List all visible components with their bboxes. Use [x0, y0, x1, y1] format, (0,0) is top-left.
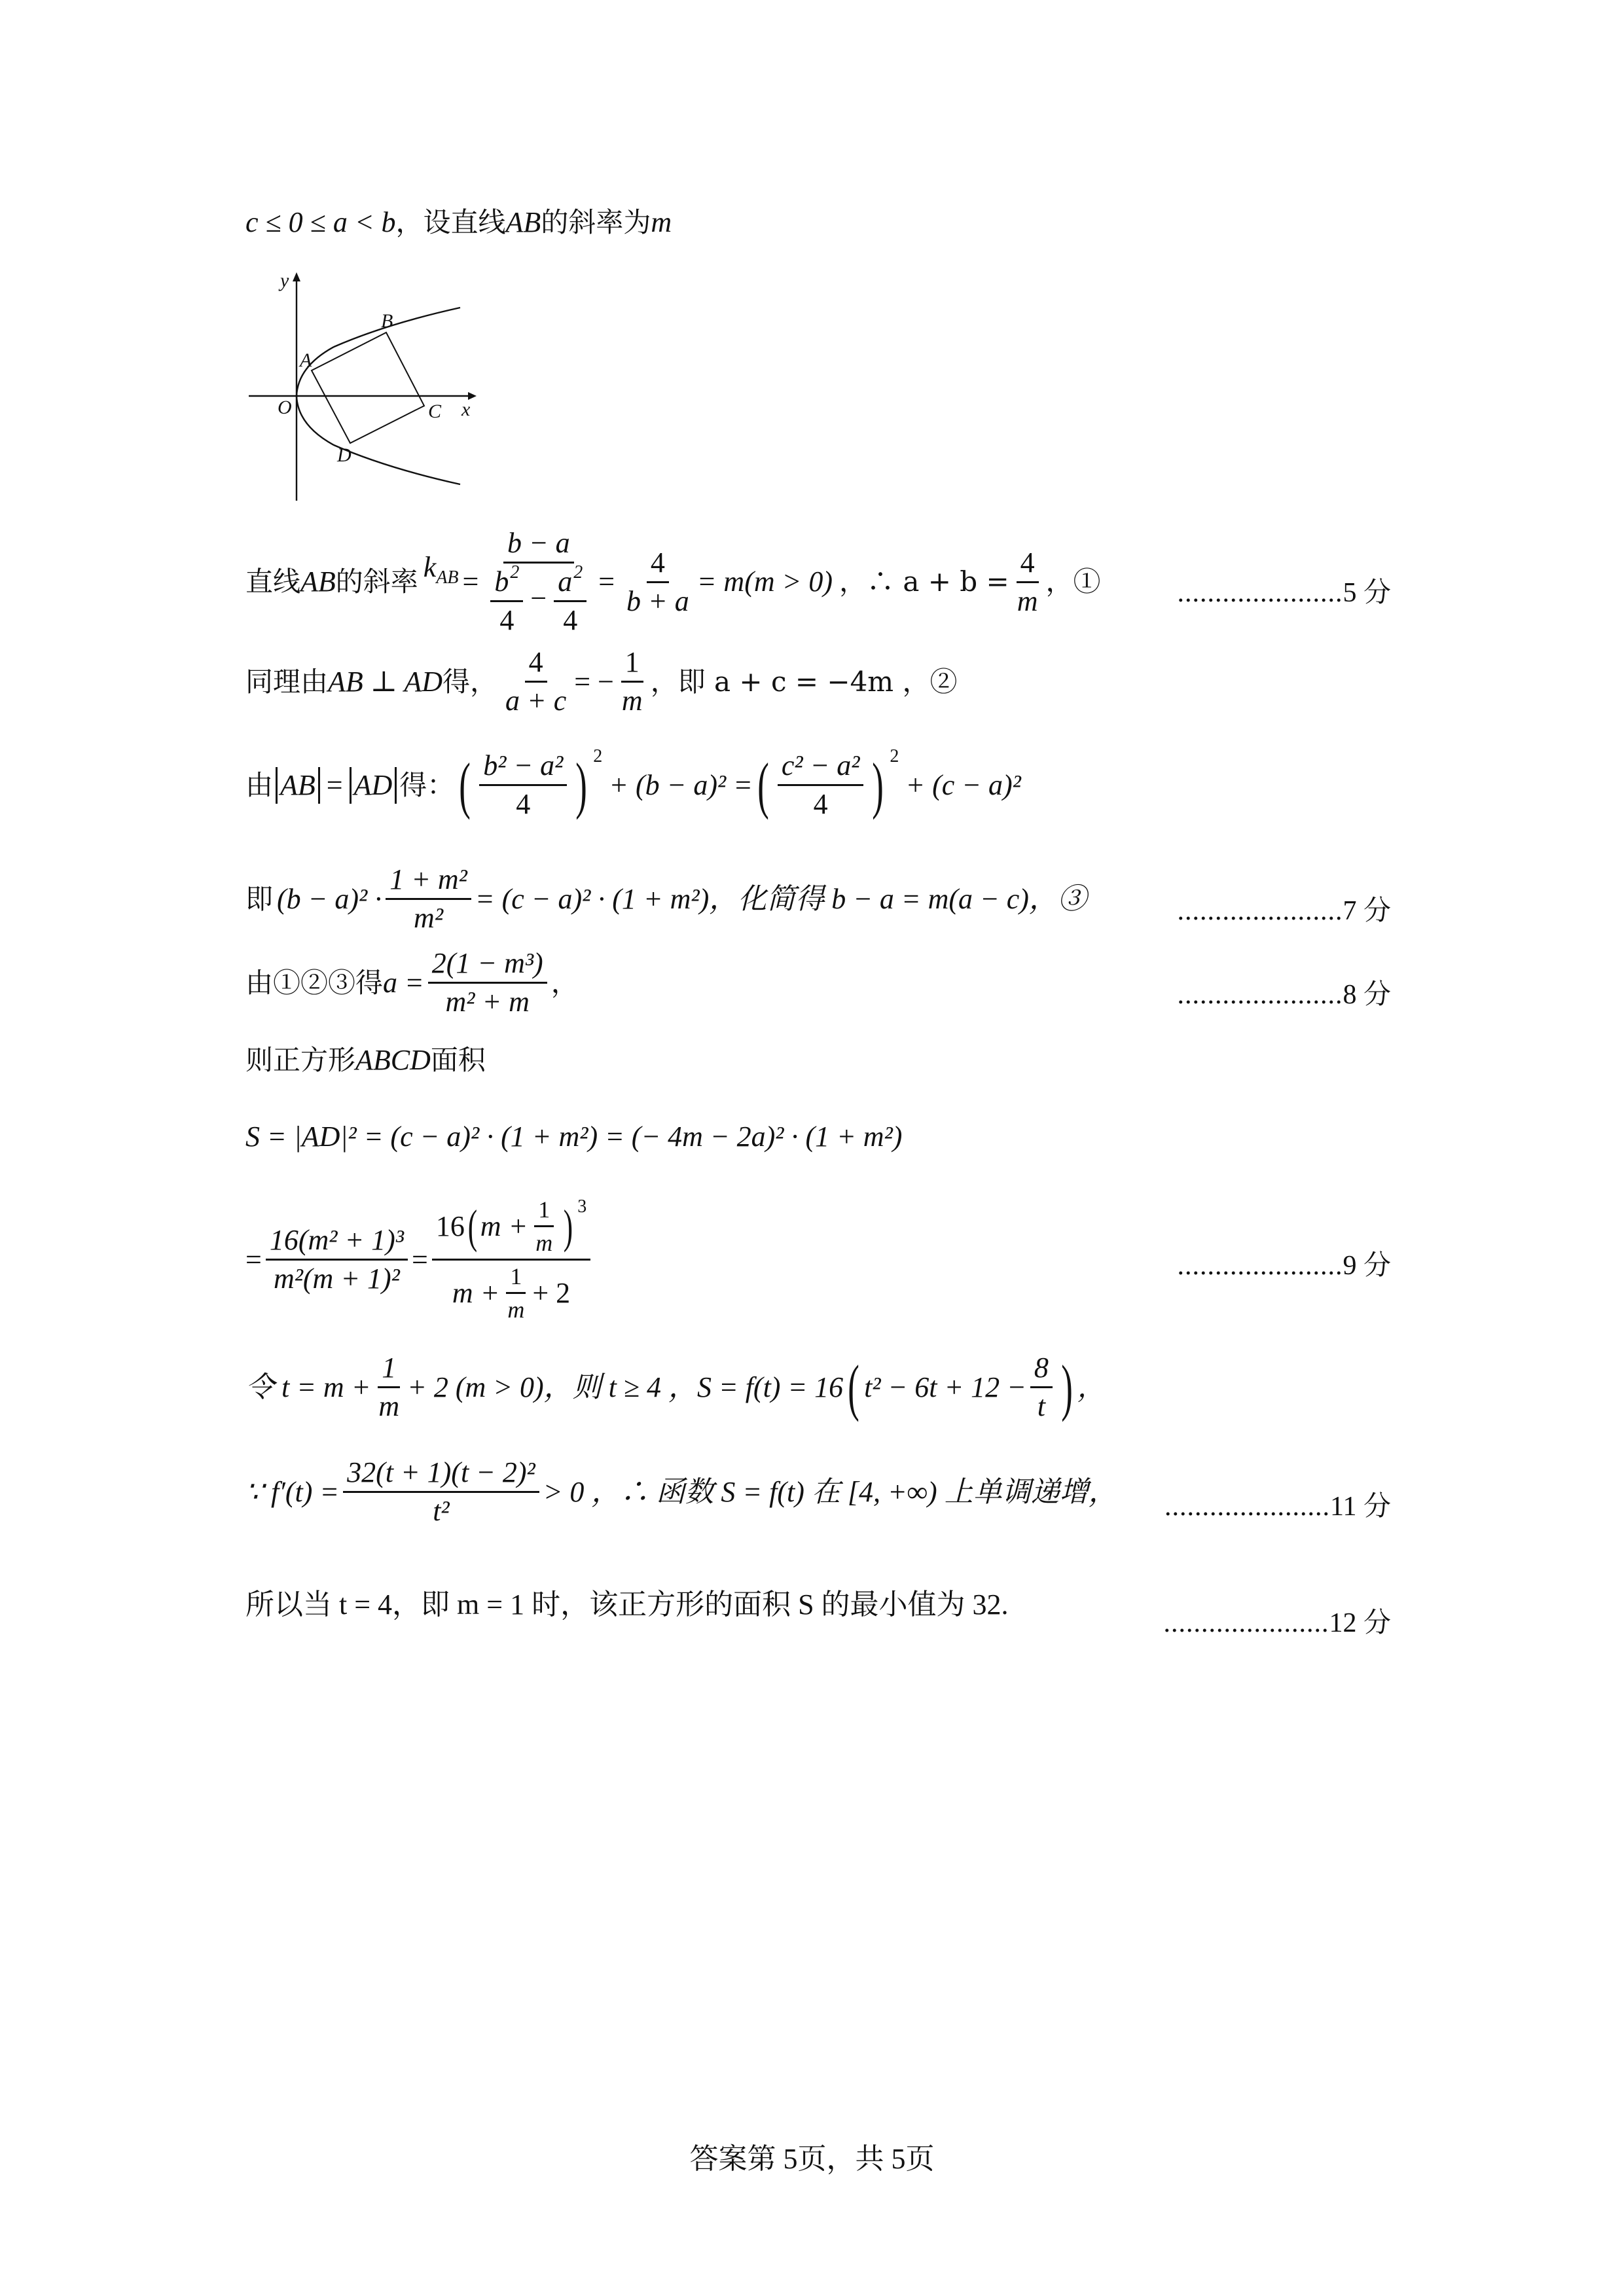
text: 则正方形	[245, 1044, 356, 1076]
text: 即	[245, 882, 274, 915]
substitution-prefix: 令 t = m +	[245, 1371, 371, 1403]
denominator: 4	[499, 604, 514, 636]
condition-line	[245, 208, 672, 237]
text: 面积	[430, 1044, 486, 1076]
text: 得，	[442, 665, 498, 698]
denominator: m	[1017, 584, 1038, 617]
area-expression	[245, 1122, 902, 1151]
numerator: $b^2$	[490, 567, 523, 602]
leader-dots: ......................	[1177, 980, 1343, 1010]
leader-dots: ......................	[1163, 1608, 1329, 1638]
equation-marker-1: ，①	[1045, 565, 1101, 598]
fraction-slope	[486, 529, 590, 635]
points: 8 分	[1343, 980, 1391, 1010]
fraction-1m2-over-m2	[386, 865, 471, 933]
numerator: 4	[525, 648, 547, 683]
fraction-1-over-m	[374, 1354, 403, 1421]
numerator: 2(1 − m³)	[428, 949, 547, 984]
simplified-equation	[245, 865, 1087, 933]
segment-ab: AB	[300, 565, 336, 598]
points: 11 分	[1330, 1492, 1391, 1522]
fraction-8-over-t	[1030, 1354, 1053, 1421]
solve-a-equation	[245, 949, 579, 1016]
equals: =	[462, 565, 479, 598]
score-marker-7	[1177, 889, 1391, 928]
text: 直线	[245, 565, 301, 598]
square-name: ABCD	[355, 1044, 431, 1076]
leader-dots: ......................	[1177, 896, 1343, 926]
denominator: m	[621, 685, 643, 717]
fraction-area-1	[266, 1226, 408, 1293]
middle-terms: + (b − a)² =	[609, 768, 753, 801]
text: ，设直线	[395, 206, 506, 238]
derivative-line	[245, 1458, 1117, 1526]
numerator: 4	[647, 548, 669, 583]
text: 的斜率为	[541, 206, 651, 238]
score-marker-11	[1164, 1484, 1391, 1524]
label-y: y	[280, 270, 289, 291]
label-c: C	[428, 401, 442, 422]
numerator: 1	[378, 1354, 400, 1388]
label-d: D	[337, 444, 352, 466]
lhs: (b − a)² ·	[277, 882, 382, 915]
denominator: 4	[813, 788, 828, 820]
equals: =	[411, 1243, 428, 1276]
text: 由	[245, 768, 274, 801]
substitution-line: 令 t = m + $\frac{1}{m}$ + 2 (m > 0)，则 t ≥ 4 ，S = f(t) = 16 ( t² − 6t + 12 − $\frac{8}{t}$ ) ，	[245, 1352, 1105, 1422]
numerator: $a^2$	[554, 567, 586, 602]
a-equals: a =	[383, 966, 424, 999]
segment-ab: AB	[280, 768, 316, 801]
denominator: m + $\frac{1}{m}$ + 2	[452, 1263, 571, 1323]
numerator: 1 + m²	[386, 865, 471, 900]
comma: ，	[1077, 1371, 1105, 1403]
rhs: = (c − a)² · (1 + m²)，化简得 b − a = m(a − c)，③	[475, 882, 1087, 915]
fraction-b2-a2	[479, 751, 567, 819]
points: 5 分	[1343, 578, 1391, 608]
label-b: B	[381, 310, 393, 332]
points: 12 分	[1329, 1608, 1391, 1638]
score-marker-5	[1177, 571, 1391, 610]
slope-symbol	[423, 551, 459, 588]
fraction-a2	[554, 562, 586, 636]
denominator: 4	[563, 604, 578, 636]
denominator: t	[1037, 1390, 1045, 1422]
numerator: 1	[621, 648, 643, 683]
denominator: t²	[433, 1495, 450, 1527]
derivative-prefix: ∵ f′(t) =	[245, 1475, 340, 1508]
points: 9 分	[1343, 1251, 1391, 1281]
equals-minus: = −	[574, 665, 614, 698]
leader-dots: ......................	[1177, 1251, 1343, 1281]
denominator: 4	[516, 788, 531, 820]
y-axis-arrow-icon	[293, 272, 300, 281]
comma: ，	[550, 966, 579, 999]
inner-polynomial: t² − 6t + 12 −	[864, 1371, 1026, 1403]
fraction-area-2	[432, 1198, 590, 1321]
exponent: 2	[890, 745, 899, 766]
fraction-1-over-m	[618, 648, 647, 715]
fraction-4-over-ac	[501, 648, 570, 715]
numerator: 8	[1030, 1354, 1053, 1388]
parabola-square-diagram	[236, 262, 484, 511]
numerator: b² − a²	[479, 751, 567, 786]
conclusion-text: 所以当 t = 4，即 m = 1 时，该正方形的面积 S 的最小值为 32.	[245, 1588, 1009, 1621]
numerator: 16(m² + 1)³	[266, 1226, 408, 1261]
numerator: 16 ( m + $\frac{1}{m}$ ) 3	[432, 1198, 590, 1261]
exponent: 2	[593, 745, 603, 766]
conclusion-line	[245, 1590, 1009, 1619]
text: 同理由	[245, 665, 329, 698]
text: 的斜率	[335, 565, 418, 598]
segment-ad: AD	[353, 768, 393, 801]
perpendicular-relation: AB ⊥ AD	[328, 665, 443, 698]
slope-value: = m(m > 0)	[696, 565, 833, 598]
numerator: b − a	[503, 529, 574, 564]
area-simplified	[245, 1198, 594, 1321]
score-marker-8	[1177, 973, 1391, 1012]
denominator: m² + m	[445, 986, 530, 1018]
numerator: 4	[1017, 548, 1039, 583]
area-intro	[245, 1046, 486, 1075]
fraction-4-over-sum	[623, 548, 693, 616]
equals: =	[326, 768, 343, 801]
text: 得：	[399, 768, 455, 801]
slope-variable: m	[651, 206, 672, 238]
therefore-clause: ，∴ a + b =	[839, 565, 1009, 598]
slope-equation: 直线 AB 的斜率 $k_{AB}$ = b − a $\frac{b^2}{4}$ − $\frac{a^2}{4}$ = $\frac{4}{b + a}$ = m(m > 0) ，∴ a + b = $\frac{4}{m}$ ，①	[245, 527, 1101, 636]
fraction-b2	[490, 562, 523, 636]
denominator: $\frac{b^2}{4}$ − $\frac{a^2}{4}$	[486, 564, 590, 635]
numerator: 32(t + 1)(t − 2)²	[343, 1458, 539, 1493]
equal-length-equation: 由 AB = AD 得： ( $\frac{\text{b² − a²}}{4}$ ) 2 + (b − a)² = ( $\frac{\text{c² − a²}}{4}$ ) 2 + (c − a)²	[245, 745, 1021, 820]
equation-marker-2: ，即 a + c = −4m ，②	[650, 665, 958, 698]
label-x: x	[461, 399, 471, 420]
text: 由①②③得	[245, 966, 384, 999]
numerator: c² − a²	[778, 751, 864, 786]
label-o: O	[278, 397, 292, 418]
fraction-derivative	[343, 1458, 539, 1526]
fraction-4-over-m	[1013, 548, 1042, 616]
denominator: m	[378, 1390, 400, 1422]
tail-term: + (c − a)²	[905, 768, 1021, 801]
points: 7 分	[1343, 896, 1391, 926]
leader-dots: ......................	[1164, 1492, 1331, 1522]
label-a: A	[300, 350, 312, 371]
k: k	[423, 551, 437, 583]
score-marker-12	[1163, 1601, 1391, 1640]
fraction-c2-a2	[778, 751, 864, 819]
segment-ab: AB	[505, 206, 541, 238]
denominator: m²(m + 1)²	[273, 1263, 400, 1295]
perpendicular-equation	[245, 648, 957, 715]
leader-dots: ......................	[1177, 578, 1343, 608]
inequality: c ≤ 0 ≤ a < b	[245, 206, 396, 238]
page-footer: 答案第 5页，共 5页	[689, 2143, 935, 2175]
monotonic-conclusion: > 0 ，∴ 函数 S = f(t) 在 [4, +∞) 上单调递增，	[543, 1475, 1117, 1508]
k-subscript: AB	[436, 567, 459, 588]
denominator: a + c	[505, 685, 567, 717]
score-marker-9	[1177, 1244, 1391, 1283]
fraction-a-value	[428, 949, 547, 1016]
denominator: m²	[414, 902, 444, 934]
area-formula: S = |AD|² = (c − a)² · (1 + m²) = (− 4m − 2a)² · (1 + m²)	[245, 1121, 903, 1153]
denominator: b + a	[626, 584, 689, 617]
equals: =	[245, 1243, 262, 1276]
substitution-middle: + 2 (m > 0)，则 t ≥ 4 ，S = f(t) = 16	[407, 1371, 844, 1403]
